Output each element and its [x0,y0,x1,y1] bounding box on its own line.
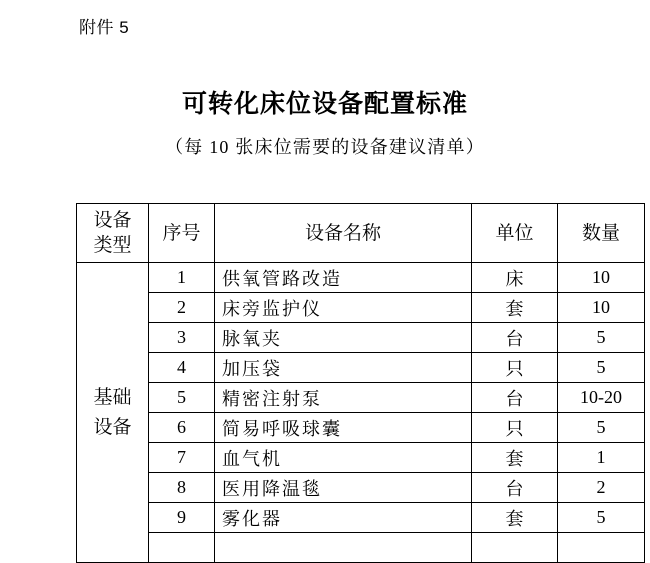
table-row [77,293,645,323]
cell-unit: 只 [472,413,558,443]
equipment-table [76,203,645,563]
table-row [77,263,645,293]
cell-seq: 2 [149,293,215,323]
header-category-line1: 设备 [93,210,132,231]
cell-unit: 床 [472,263,558,293]
cell-name: 供氧管路改造 [215,263,472,293]
header-category-line2: 类型 [93,235,132,256]
table-body [77,263,645,563]
category-line1: 基础 [93,386,132,408]
cell-qty: 5 [558,353,645,383]
table-row [77,503,645,533]
cell-name: 医用降温毯 [215,473,472,503]
cell-unit: 只 [472,353,558,383]
header-unit: 单位 [472,204,558,263]
cell-seq: 4 [149,353,215,383]
table-row [77,473,645,503]
cell-name: 雾化器 [215,503,472,533]
table-row [77,443,645,473]
header-qty: 数量 [558,204,645,263]
cell-seq: 8 [149,473,215,503]
empty-cell [558,533,645,563]
cell-seq: 6 [149,413,215,443]
header-category [77,204,149,263]
cell-unit: 台 [472,383,558,413]
cell-qty: 2 [558,473,645,503]
cell-seq: 3 [149,323,215,353]
header-name: 设备名称 [215,204,472,263]
empty-cell [149,533,215,563]
table-row [77,413,645,443]
document-title: 可转化床位设备配置标准 [181,90,468,118]
category-cell [77,263,149,563]
attachment-label: 附件 5 [79,18,130,37]
cell-seq: 7 [149,443,215,473]
cell-name: 脉氧夹 [215,323,472,353]
cell-qty: 5 [558,503,645,533]
cell-qty: 10 [558,293,645,323]
cell-qty: 10 [558,263,645,293]
category-line2: 设备 [93,416,132,438]
cell-seq: 9 [149,503,215,533]
table-row [77,383,645,413]
cell-seq: 5 [149,383,215,413]
cell-name: 精密注射泵 [215,383,472,413]
table-row [77,323,645,353]
cell-name: 加压袋 [215,353,472,383]
cell-unit: 台 [472,473,558,503]
table-header-row [77,204,645,263]
cell-qty: 10-20 [558,383,645,413]
cell-qty: 5 [558,413,645,443]
cell-unit: 套 [472,443,558,473]
cell-name: 简易呼吸球囊 [215,413,472,443]
cell-unit: 台 [472,323,558,353]
cell-unit: 套 [472,293,558,323]
cell-name: 血气机 [215,443,472,473]
table-row-continued [77,533,645,563]
empty-cell [472,533,558,563]
cell-unit: 套 [472,503,558,533]
cell-seq: 1 [149,263,215,293]
cell-name: 床旁监护仪 [215,293,472,323]
table-row [77,353,645,383]
header-seq: 序号 [149,204,215,263]
empty-cell [215,533,472,563]
cell-qty: 1 [558,443,645,473]
cell-qty: 5 [558,323,645,353]
document-subtitle: （每 10 张床位需要的设备建议清单） [165,137,485,157]
